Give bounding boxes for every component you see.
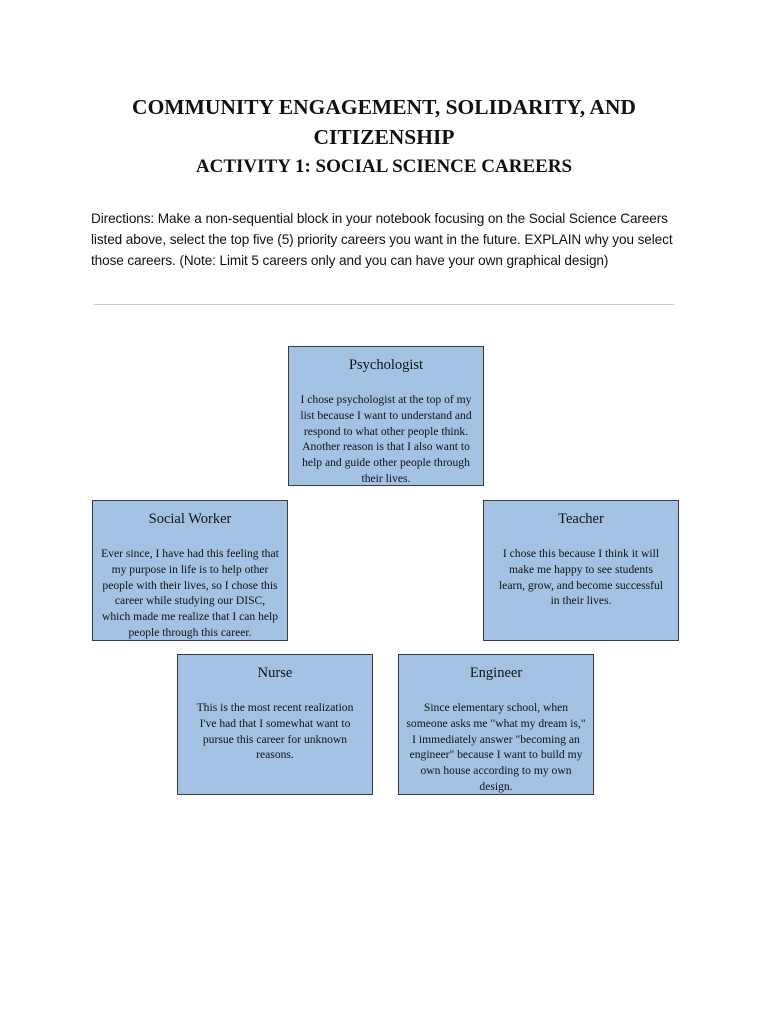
career-card-text: This is the most recent realization I've had that I somewhat want to pursue this career for unknown reasons. [196,701,354,762]
career-card-title: Engineer [469,665,523,681]
career-card-text: Ever since, I have had this feeling that my purpose in life is to help other people with their lives, so I chose this career while studying our DISC, which made me realize that I can help people through this career. [101,547,279,639]
career-card-title: Psychologist [348,357,424,373]
document-title: COMMUNITY ENGAGEMENT, SOLIDARITY, AND CITIZENSHIP [132,95,636,149]
career-card-social-worker [92,500,288,641]
activity-subtitle: ACTIVITY 1: SOCIAL SCIENCE CAREERS [195,156,573,177]
career-card-text: I chose psychologist at the top of my list because I want to understand and respond to what other people think. Another reason is that I also want to help and guide other people through their lives. [300,393,472,485]
horizontal-divider [94,304,674,305]
career-card-text: Since elementary school, when someone asks me "what my dream is," I immediately answer "becoming an engineer" because I want to build my own house according to my own design. [406,701,586,793]
career-card-title: Social Worker [148,511,232,527]
career-card-title: Teacher [558,511,604,527]
career-card-nurse [177,654,373,795]
career-card-teacher [483,500,679,641]
career-card-text: I chose this because I think it will make me happy to see students learn, grow, and become successful in their lives. [498,547,664,608]
career-card-title: Nurse [257,665,293,681]
career-card-engineer [398,654,594,795]
directions-text: Directions: Make a non-sequential block in your notebook focusing on the Social Science Careers listed above, select the top five (5) priority careers you want in the future. EXPLAIN why you select those careers. (Note: Limit 5 careers only and you can have your own graphical design) [91,211,673,268]
career-card-psychologist [288,346,484,486]
